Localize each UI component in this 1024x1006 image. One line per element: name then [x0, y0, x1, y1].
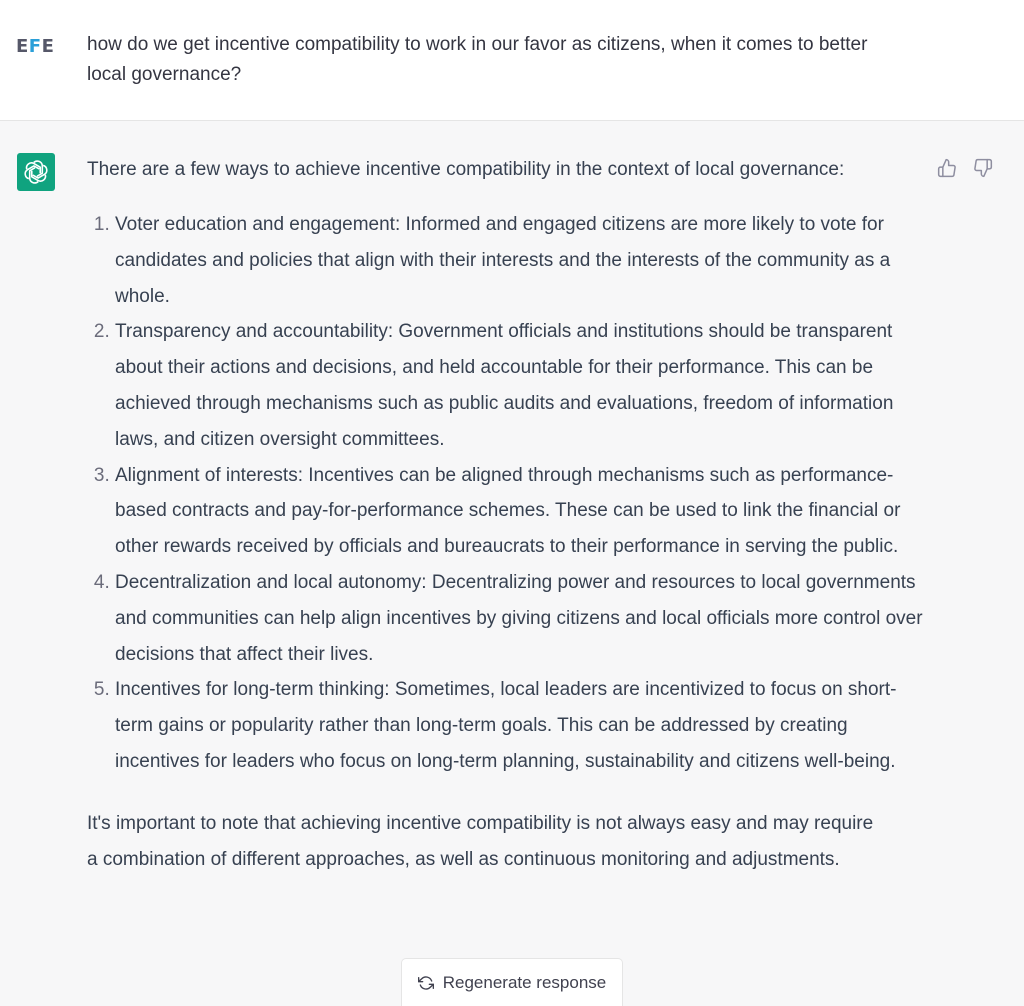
answer-list: [87, 207, 927, 780]
list-item: 2. Transparency and accountability: Government officials and institutions should be transparent about their actions and decisions, and held accountable for their performance. This can be achieved through mechanisms such as public audits and evaluations, freedom of information laws, and citizen oversight committees.: [115, 314, 927, 457]
avatar-letter: F: [28, 36, 42, 57]
thumbs-up-icon[interactable]: [936, 157, 958, 179]
user-message-text: how do we get incentive compatibility to work in our favor as citizens, when it comes to better local governance?: [87, 34, 868, 85]
avatar-letter: E: [16, 36, 29, 57]
regenerate-label: Regenerate response: [442, 972, 607, 992]
thumbs-down-icon[interactable]: [972, 157, 994, 179]
assistant-message: [87, 155, 927, 878]
list-item: 4. Decentralization and local autonomy: Decentralizing power and resources to local governments and communities can help align incentives by giving citizens and local officials more control over decisions that affect their lives.: [115, 565, 927, 672]
feedback-buttons: [936, 157, 994, 179]
assistant-avatar: [17, 153, 55, 191]
user-message-row: [0, 0, 1024, 121]
list-item: 3. Alignment of interests: Incentives can be aligned through mechanisms such as performance-based contracts and pay-for-performance schemes. These can be used to link the financial or other rewards received by officials and bureaucrats to their performance in serving the public.: [115, 458, 927, 565]
regenerate-response-button[interactable]: [401, 958, 623, 1006]
user-avatar: [16, 34, 60, 60]
avatar-letter: E: [41, 36, 55, 57]
answer-intro: There are a few ways to achieve incentive compatibility in the context of local governance:: [87, 159, 845, 180]
answer-closing: It's important to note that achieving incentive compatibility is not always easy and may require a combination of different approaches, as well as continuous monitoring and adjustments.: [87, 812, 874, 870]
openai-logo-icon: [22, 158, 50, 186]
assistant-message-row: [0, 121, 1024, 1006]
refresh-icon: [418, 975, 434, 991]
list-item: 1. Voter education and engagement: Informed and engaged citizens are more likely to vote for candidates and policies that align with their interests and the interests of the community as a whole.: [115, 207, 927, 314]
list-item: 5. Incentives for long-term thinking: Sometimes, local leaders are incentivized to focus on short-term gains or popularity rather than long-term goals. This can be addressed by creating incentives for leaders who focus on long-term planning, sustainability and citizens well-being.: [115, 672, 927, 779]
